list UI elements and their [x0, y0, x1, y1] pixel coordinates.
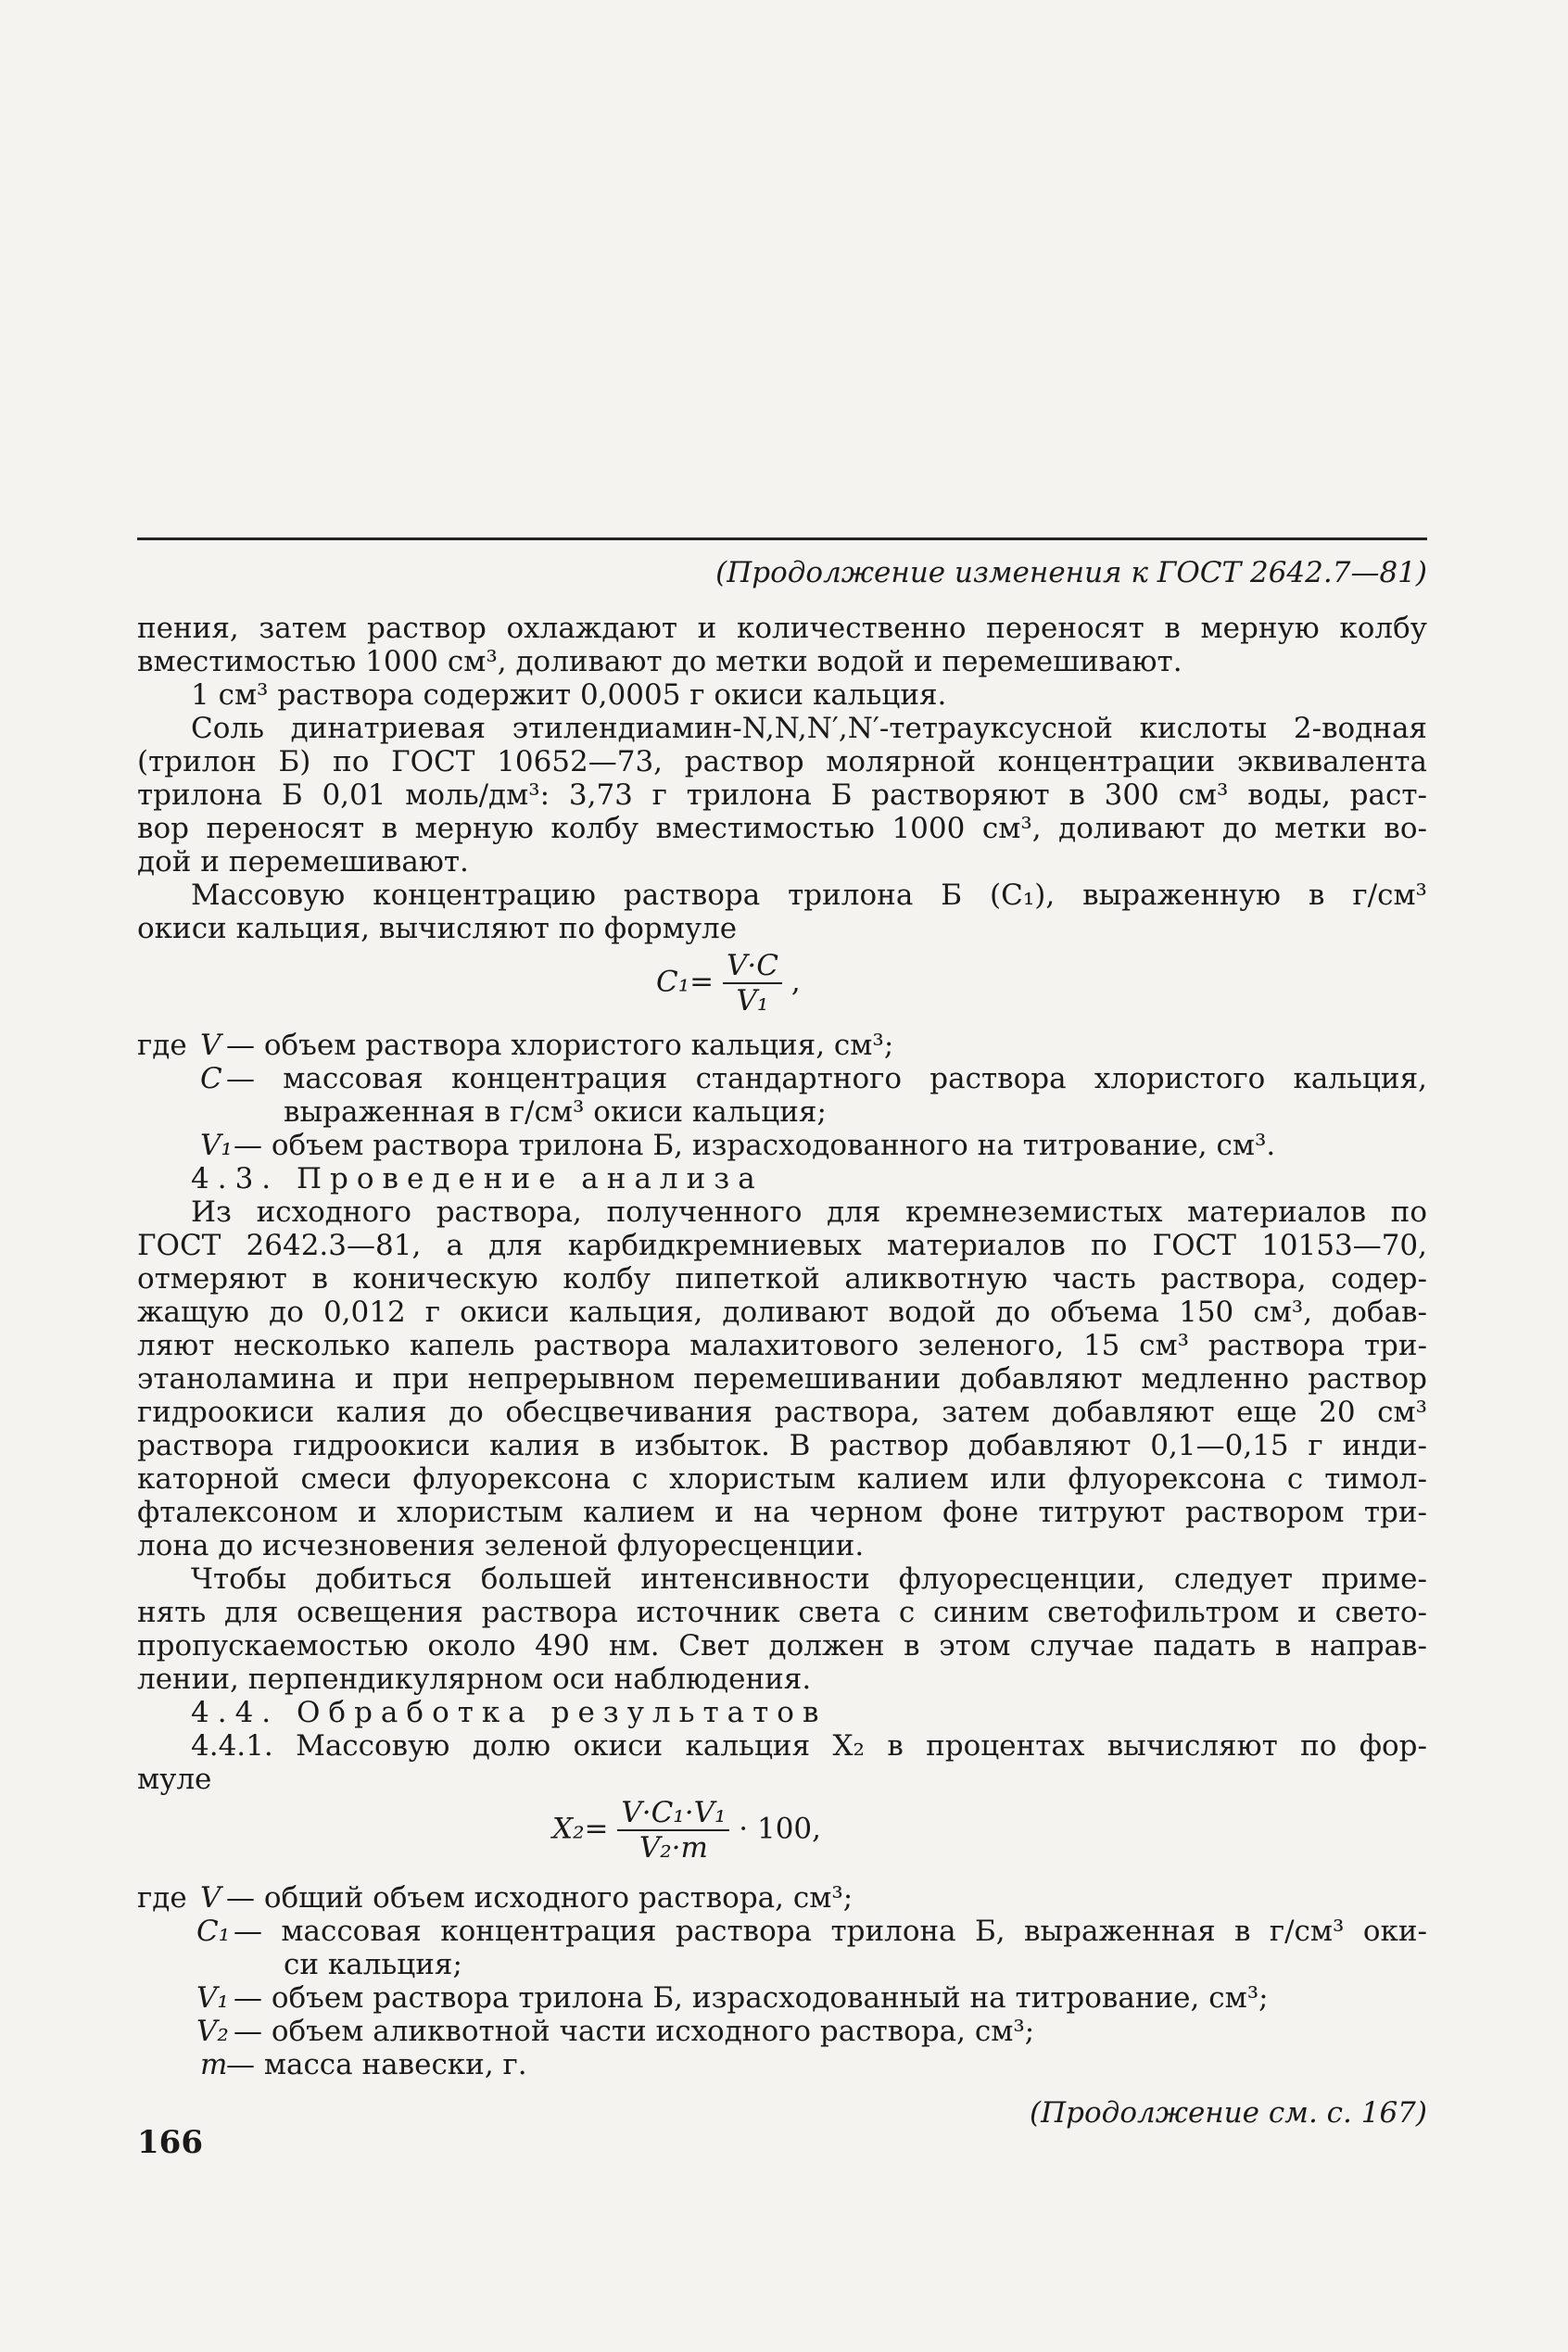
definition-text: си кальция;: [284, 1948, 462, 1981]
variable-symbol: C: [200, 1062, 222, 1095]
text-line: лении, перпендикулярном оси наблюдения.: [137, 1663, 812, 1696]
formula-x2: [552, 1796, 821, 1865]
text-line: ляют несколько капель раствора малахитового зеленого, 15 см³ раствора три-: [137, 1329, 1427, 1362]
text-line: жащую до 0,012 г окиси кальция, доливают водой до объема 150 см³, добав-: [137, 1296, 1427, 1329]
definition-text: выраженная в г/см³ окиси кальция;: [284, 1095, 827, 1129]
variable-symbol: V₁: [200, 1129, 233, 1162]
text-line: трилона Б 0,01 моль/дм³: 3,73 г трилона Б растворяют в 300 см³ воды, раст-: [137, 778, 1427, 812]
variable-symbol: V₁: [196, 1981, 229, 2015]
definition-text: — объем аликвотной части исходного раствора, см³;: [234, 2015, 1035, 2048]
text-line: гидроокиси калия до обесцвечивания раствора, затем добавляют еще 20 см³: [137, 1396, 1427, 1429]
definition-text: — объем раствора трилона Б, израсходованный на титрование, см³;: [234, 1981, 1269, 2015]
text-line: дой и перемешивают.: [137, 845, 469, 879]
text-line: каторной смеси флуорексона с хлористым калием или флуорексона с тимол-: [137, 1462, 1427, 1496]
formula-numerator: V·C: [723, 949, 782, 984]
formula-numerator: V·C₁·V₁: [617, 1796, 729, 1831]
text-line: Массовую концентрацию раствора трилона Б (C₁), выраженную в г/см³: [191, 879, 1427, 912]
section-heading-4-4: 4.4. Обработка результатов: [191, 1696, 828, 1729]
continued-footer: (Продолжение см. с. 167): [1030, 2096, 1427, 2130]
text-line: ГОСТ 2642.3—81, а для карбидкремниевых материалов по ГОСТ 10153—70,: [137, 1229, 1427, 1262]
section-heading-4-3: 4.3. Проведение анализа: [191, 1162, 764, 1195]
text-line: Соль динатриевая этилендиамин-N,N,N′,N′-тетрауксусной кислоты 2-водная: [191, 712, 1427, 745]
text-line: этаноламина и при непрерывном перемешивании добавляют медленно раствор: [137, 1362, 1427, 1396]
text-line: муле: [137, 1763, 212, 1796]
where-label: где: [137, 1881, 187, 1915]
definition-text: — массовая концентрация раствора трилона Б, выраженная в г/см³ оки-: [234, 1915, 1427, 1948]
page-number: 166: [137, 2124, 203, 2161]
text-line: лона до исчезновения зеленой флуоресценции.: [137, 1529, 865, 1562]
text-line: вместимостью 1000 см³, доливают до метки водой и перемешивают.: [137, 645, 1182, 678]
definition-text: — массовая концентрация стандартного раствора хлористого кальция,: [226, 1062, 1427, 1095]
formula-fraction: [723, 949, 782, 1018]
formula-fraction: [617, 1796, 729, 1865]
continuation-header: (Продолжение изменения к ГОСТ 2642.7—81): [715, 556, 1427, 589]
formula-denominator: V₁: [736, 984, 769, 1018]
text-line: Из исходного раствора, полученного для кремнеземистых материалов по: [191, 1195, 1427, 1229]
formula-c1: [656, 949, 801, 1018]
text-line: отмеряют в коническую колбу пипеткой аликвотную часть раствора, содер-: [137, 1262, 1427, 1296]
variable-symbol: V: [200, 1881, 221, 1915]
calcium-content-line: 1 см³ раствора содержит 0,0005 г окиси кальция.: [191, 678, 947, 712]
definition-text: — объем раствора трилона Б, израсходованного на титрование, см³.: [234, 1129, 1276, 1162]
text-line: раствора гидроокиси калия в избыток. В раствор добавляют 0,1—0,15 г инди-: [137, 1429, 1427, 1462]
text-line: пения, затем раствор охлаждают и количественно переносят в мерную колбу: [137, 612, 1427, 645]
header-rule: [137, 537, 1427, 540]
text-line: фталексоном и хлористым калием и на черном фоне титруют раствором три-: [137, 1496, 1427, 1529]
formula-tail: · 100,: [739, 1812, 821, 1846]
variable-symbol: V₂: [196, 2015, 229, 2048]
definition-text: — масса навески, г.: [226, 2048, 527, 2081]
text-line: нять для освещения раствора источник света с синим светофильтром и свето-: [137, 1596, 1427, 1629]
text-line: пропускаемостью около 490 нм. Свет должен в этом случае падать в направ-: [137, 1629, 1427, 1663]
text-line: 4.4.1. Массовую долю окиси кальция X₂ в процентах вычисляют по фор-: [191, 1729, 1427, 1763]
where-label: где: [137, 1029, 187, 1062]
variable-symbol: V: [200, 1029, 221, 1062]
formula-lhs: C₁=: [656, 965, 714, 999]
formula-tail: ,: [790, 965, 801, 999]
variable-symbol: C₁: [196, 1915, 231, 1948]
definition-text: — объем раствора хлористого кальция, см³;: [226, 1029, 894, 1062]
definition-text: — общий объем исходного раствора, см³;: [226, 1881, 854, 1915]
text-line: (трилон Б) по ГОСТ 10652—73, раствор молярной концентрации эквивалента: [137, 745, 1427, 778]
formula-lhs: X₂=: [552, 1812, 609, 1846]
formula-denominator: V₂·m: [639, 1831, 708, 1865]
text-line: окиси кальция, вычисляют по формуле: [137, 912, 738, 945]
text-line: вор переносят в мерную колбу вместимостью 1000 см³, доливают до метки во-: [137, 812, 1427, 845]
text-line: Чтобы добиться большей интенсивности флуоресценции, следует приме-: [191, 1562, 1427, 1596]
variable-symbol: m: [200, 2048, 228, 2081]
